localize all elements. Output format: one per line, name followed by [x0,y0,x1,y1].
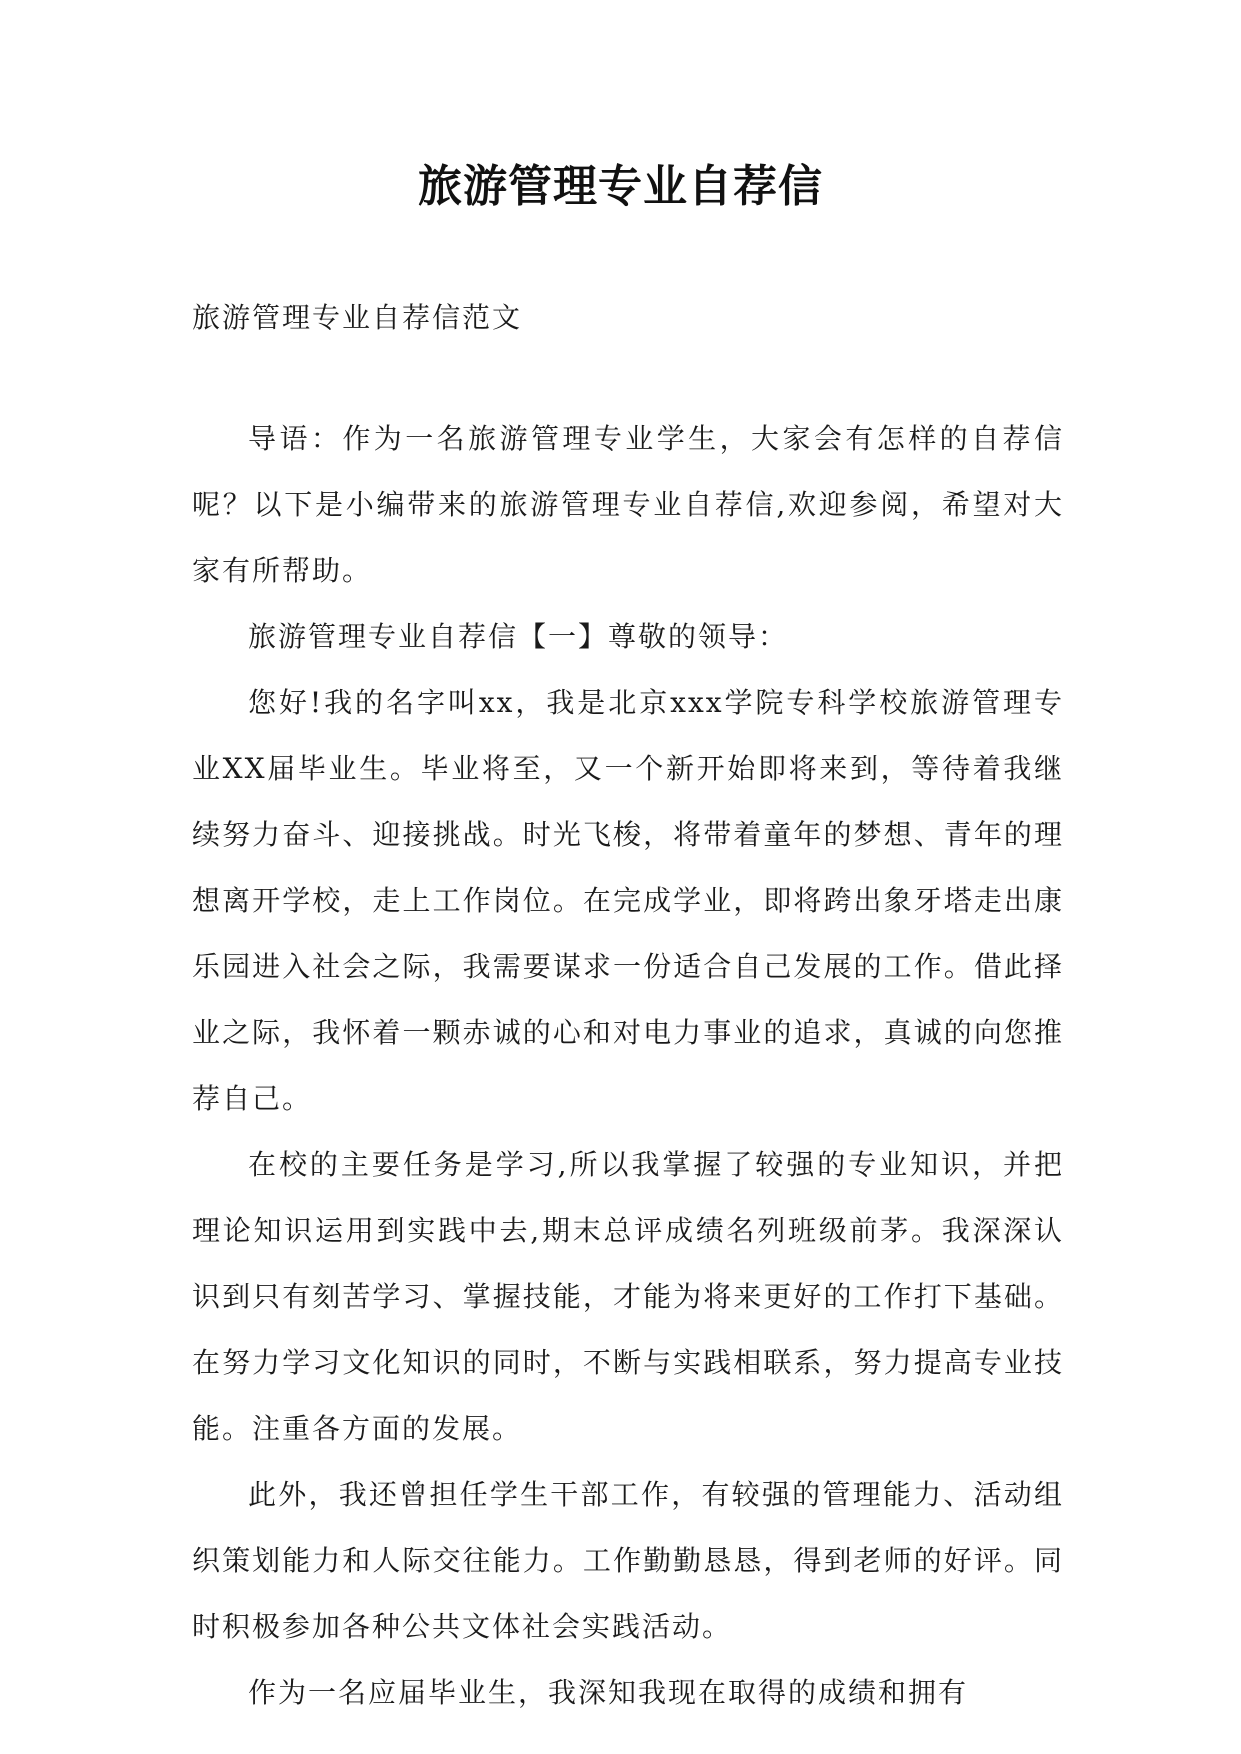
document-subtitle: 旅游管理专业自荐信范文 [192,301,523,334]
paragraph-salutation: 旅游管理专业自荐信【一】尊敬的领导： [248,620,789,653]
paragraph-intro: 导语：作为一名旅游管理专业学生，大家会有怎样的自荐信呢？以下是小编带来的旅游管理专业自荐信,欢迎参阅，希望对大家有所帮助。 [192,422,1064,587]
paragraph-study: 在校的主要任务是学习,所以我掌握了较强的专业知识，并把理论知识运用到实践中去,期末总评成绩名列班级前茅。我深深认识到只有刻苦学习、掌握技能，才能为将来更好的工作打下基础。在努力学习文化知识的同时，不断与实践相联系，努力提高专业技能。注重各方面的发展。 [192,1148,1064,1445]
paragraph-self-introduction: 您好!我的名字叫xx，我是北京xxx学院专科学校旅游管理专业XX届毕业生。毕业将至，又一个新开始即将来到，等待着我继续努力奋斗、迎接挑战。时光飞梭，将带着童年的梦想、青年的理想离开学校，走上工作岗位。在完成学业，即将跨出象牙塔走出康乐园进入社会之际，我需要谋求一份适合自己发展的工作。借此择业之际，我怀着一颗赤诚的心和对电力事业的追求，真诚的向您推荐自己。 [192,686,1064,1115]
document-title: 旅游管理专业自荐信 [418,161,823,212]
paragraph-graduate: 作为一名应届毕业生，我深知我现在取得的成绩和拥有 [248,1676,969,1709]
document-body [192,406,1064,1726]
paragraph-activities: 此外，我还曾担任学生干部工作，有较强的管理能力、活动组织策划能力和人际交往能力。工作勤勤恳恳，得到老师的好评。同时积极参加各种公共文体社会实践活动。 [192,1478,1064,1643]
